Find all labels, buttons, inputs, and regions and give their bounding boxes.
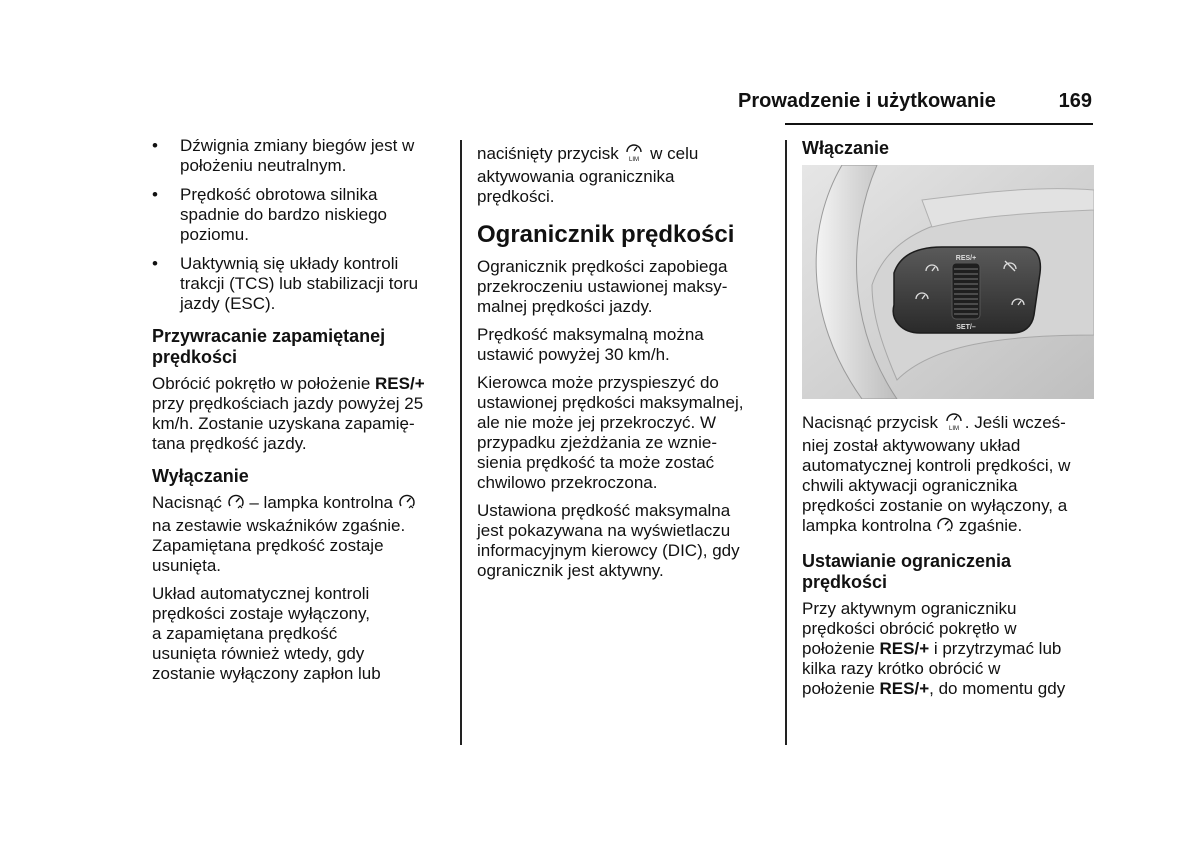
bullet-item <box>152 185 452 245</box>
heading-restore-speed <box>152 326 452 368</box>
speed-limiter-lim-icon <box>943 409 965 436</box>
heading-line: Ustawianie ograniczenia <box>802 551 1012 571</box>
limiter-paragraph-3 <box>477 373 777 493</box>
res-label: RES/+ <box>955 255 977 262</box>
svg-text:LIM: LIM <box>629 157 640 162</box>
res-plus-label: RES/+ <box>879 639 930 658</box>
text-line: poziomu. <box>180 225 249 244</box>
limiter-paragraph-1 <box>477 257 777 317</box>
text-line: a zapamiętana prędkość <box>152 624 338 643</box>
text-line: prędkości. <box>477 187 555 206</box>
bullet-dot: • <box>152 254 158 273</box>
text-line: jest pokazywana na wyświetlaczu <box>477 521 731 540</box>
text-line: usunięta. <box>152 556 221 575</box>
restore-paragraph <box>152 374 452 454</box>
column-3 <box>802 136 1094 707</box>
switch-off-paragraph <box>152 493 452 576</box>
text-line: prędkości obrócić pokrętło w <box>802 619 1017 638</box>
text-line: Ogranicznik prędkości zapobiega <box>477 257 728 276</box>
text-line: ogranicznik jest aktywny. <box>477 561 664 580</box>
bullet-item <box>152 254 452 314</box>
text-line: jazdy (ESC). <box>180 294 276 313</box>
text-span: położenie <box>802 639 880 658</box>
cruise-control-icon <box>936 516 954 539</box>
text-line: przekroczeniu ustawionej maksy- <box>477 277 728 296</box>
text-span: Nacisnąć przycisk <box>802 413 943 432</box>
text-span: i przytrzymać lub <box>929 639 1062 658</box>
text-line: Przy aktywnym ograniczniku <box>802 599 1017 618</box>
heading-set-limit <box>802 551 1094 593</box>
text-line: położeniu neutralnym. <box>180 156 347 175</box>
text-line: spadnie do bardzo niskiego <box>180 205 387 224</box>
heading-switch-on: Włączanie <box>802 138 890 158</box>
text-span: . Jeśli wcześ- <box>964 413 1066 432</box>
text-line: chwili aktywacji ogranicznika <box>802 476 1018 495</box>
bullet-item <box>152 136 452 176</box>
text-line: trakcji (TCS) lub stabilizacji toru <box>180 274 419 293</box>
text-line: malnej prędkości jazdy. <box>477 297 653 316</box>
speed-limiter-lim-icon <box>623 140 645 167</box>
set-limit-paragraph <box>802 599 1094 699</box>
page-number: 169 <box>1058 90 1092 112</box>
svg-text:LIM: LIM <box>948 426 959 431</box>
text-span: Nacisnąć <box>152 493 227 512</box>
text-line: na zestawie wskaźników zgaśnie. <box>152 516 406 535</box>
text-line: chwilowo przekroczona. <box>477 473 658 492</box>
text-line: Ustawiona prędkość maksymalna <box>477 501 731 520</box>
heading-line: prędkości <box>802 572 888 592</box>
heading-line: Przywracanie zapamiętanej <box>152 326 386 346</box>
text-line: Układ automatycznej kontroli <box>152 584 370 603</box>
text-line: sienia prędkość ta może zostać <box>477 453 715 472</box>
text-line: ustawionej prędkości maksymalnej, <box>477 393 744 412</box>
ignition-paragraph <box>152 584 452 684</box>
text-line: ale nie może jej przekroczyć. W <box>477 413 717 432</box>
text-line: kilka razy krótko obrócić w <box>802 659 1001 678</box>
set-label: SET/– <box>956 324 976 331</box>
text-line: Prędkość obrotowa silnika <box>180 185 378 204</box>
heading-line: prędkości <box>152 347 238 367</box>
text-line: aktywowania ogranicznika <box>477 167 675 186</box>
text-line: Uaktywnią się układy kontroli <box>180 254 399 273</box>
switch-on-paragraph <box>802 409 1094 539</box>
text-line: zostanie wyłączony zapłon lub <box>152 664 381 683</box>
cruise-control-icon <box>398 493 416 516</box>
text-line: przypadku zjeżdżania ze wznie- <box>477 433 718 452</box>
text-line: Prędkość maksymalną można <box>477 325 704 344</box>
text-line: prędkości zostanie on wyłączony, a <box>802 496 1068 515</box>
chapter-title: Prowadzenie i użytkowanie <box>738 90 996 112</box>
column-2 <box>477 136 777 589</box>
res-plus-label: RES/+ <box>879 679 930 698</box>
continued-paragraph <box>477 140 777 207</box>
text-span: położenie <box>802 679 880 698</box>
text-span: lampka kontrolna <box>802 516 937 535</box>
text-span: , do momentu gdy <box>929 679 1066 698</box>
text-line: km/h. Zostanie uzyskana zapamię- <box>152 414 415 433</box>
text-span: w celu <box>645 144 699 163</box>
text-span: Obrócić pokrętło w położenie <box>152 374 376 393</box>
header-rule <box>785 123 1093 125</box>
text-line: przy prędkościach jazdy powyżej 25 <box>152 394 424 413</box>
text-line: Zapamiętana prędkość zostaje <box>152 536 384 555</box>
text-span: naciśnięty przycisk <box>477 144 624 163</box>
res-plus-label: RES/+ <box>375 374 425 393</box>
text-line: automatycznej kontroli prędkości, w <box>802 456 1071 475</box>
bullet-dot: • <box>152 136 158 155</box>
text-line: informacyjnym kierowcy (DIC), gdy <box>477 541 740 560</box>
text-line: Kierowca może przyspieszyć do <box>477 373 719 392</box>
cruise-control-icon <box>227 493 245 516</box>
text-line: Dźwignia zmiany biegów jest w <box>180 136 415 155</box>
text-line: ustawić powyżej 30 km/h. <box>477 345 670 364</box>
limiter-paragraph-2 <box>477 325 777 365</box>
heading-speed-limiter: Ogranicznik prędkości <box>477 221 735 248</box>
steering-wheel-illustration <box>802 165 1094 399</box>
page-header <box>738 90 1094 118</box>
text-line: tana prędkość jazdy. <box>152 434 307 453</box>
text-line: niej został aktywowany układ <box>802 436 1021 455</box>
heading-switch-off: Wyłączanie <box>152 466 249 486</box>
column-1 <box>152 136 452 692</box>
column-divider <box>460 140 462 745</box>
text-span: – lampka kontrolna <box>244 493 398 512</box>
text-span: zgaśnie. <box>954 516 1023 535</box>
limiter-paragraph-4 <box>477 501 777 581</box>
text-line: prędkości zostaje wyłączony, <box>152 604 370 623</box>
bullet-dot: • <box>152 185 158 204</box>
text-line: usunięta również wtedy, gdy <box>152 644 365 663</box>
column-divider <box>785 140 787 745</box>
